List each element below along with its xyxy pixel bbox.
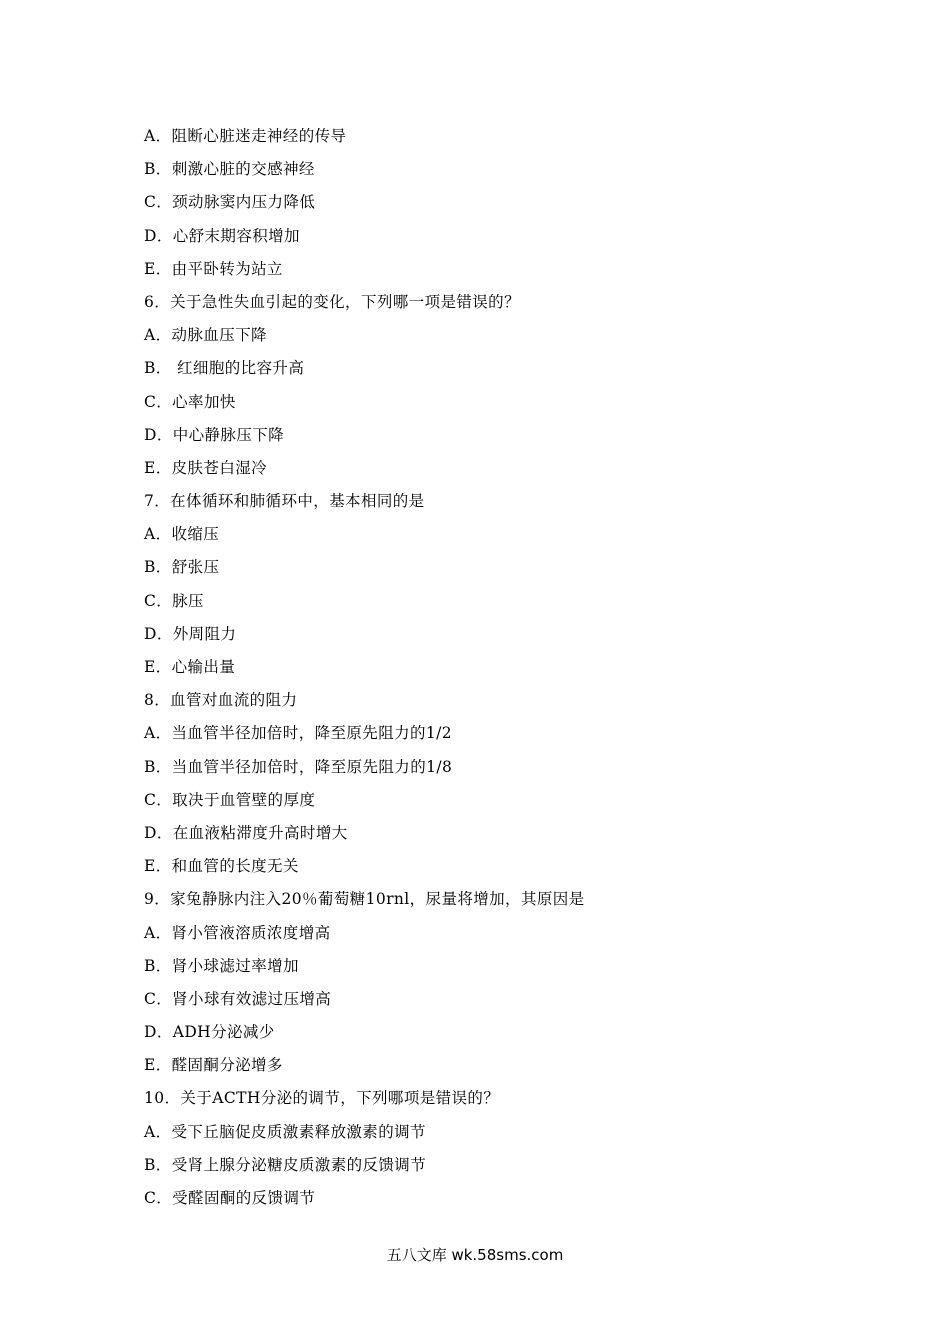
- text-line: D．ADH分泌减少: [144, 1023, 275, 1042]
- text-line: E．由平卧转为站立: [144, 259, 283, 278]
- text-line: C．脉压: [144, 591, 204, 610]
- text-line: C．取决于血管壁的厚度: [144, 790, 316, 809]
- text-line: B．刺激心脏的交感神经: [144, 160, 315, 179]
- question-line: 10．关于ACTH分泌的调节，下列哪项是错误的？: [144, 1089, 500, 1108]
- text-line: D．中心静脉压下降: [144, 425, 285, 444]
- text-line: B．当血管半径加倍时，降至原先阻力的1/8: [144, 757, 453, 776]
- text-line: A．收缩压: [144, 525, 220, 544]
- text-line: B． 红细胞的比容升高: [144, 359, 305, 378]
- text-line: A．阻断心脏迷走神经的传导: [144, 127, 347, 145]
- text-line: C．心率加快: [144, 392, 236, 411]
- text-line: C．受醛固酮的反馈调节: [144, 1189, 316, 1207]
- text-line: B．肾小球滤过率增加: [144, 956, 299, 975]
- text-line: C．颈动脉窦内压力降低: [144, 193, 316, 212]
- text-line: D．外周阻力: [144, 624, 237, 643]
- text-line: D．在血液粘滞度升高时增大: [144, 823, 348, 842]
- text-line: E．醛固酮分泌增多: [144, 1056, 283, 1075]
- text-line: B．舒张压: [144, 558, 220, 577]
- text-line: B．受肾上腺分泌糖皮质激素的反馈调节: [144, 1155, 427, 1174]
- text-line: E．心输出量: [144, 658, 236, 676]
- text-line: A．肾小管液溶质浓度增高: [144, 923, 331, 942]
- question-line: 6．关于急性失血引起的变化，下列哪一项是错误的？: [144, 292, 520, 311]
- footer-watermark: 五八文库 wk.58sms.com: [386, 1246, 564, 1264]
- text-line: D．心舒末期容积增加: [144, 226, 300, 245]
- question-line: 9．家兔静脉内注入20％葡萄糖10rnl，尿量将增加，其原因是: [144, 890, 585, 909]
- text-line: C．肾小球有效滤过压增高: [144, 989, 332, 1008]
- text-line: A．当血管半径加倍时，降至原先阻力的1/2: [144, 724, 453, 743]
- text-line: E．皮肤苍白湿冷: [144, 458, 268, 477]
- page-content: [144, 124, 844, 1219]
- text-line: A．受下丘脑促皮质激素释放激素的调节: [144, 1122, 426, 1141]
- text-line: E．和血管的长度无关: [144, 857, 299, 876]
- question-line: 8．血管对血流的阻力: [144, 691, 298, 710]
- question-line: 7．在体循环和肺循环中，基本相同的是: [144, 492, 425, 511]
- text-line: A．动脉血压下降: [144, 326, 267, 345]
